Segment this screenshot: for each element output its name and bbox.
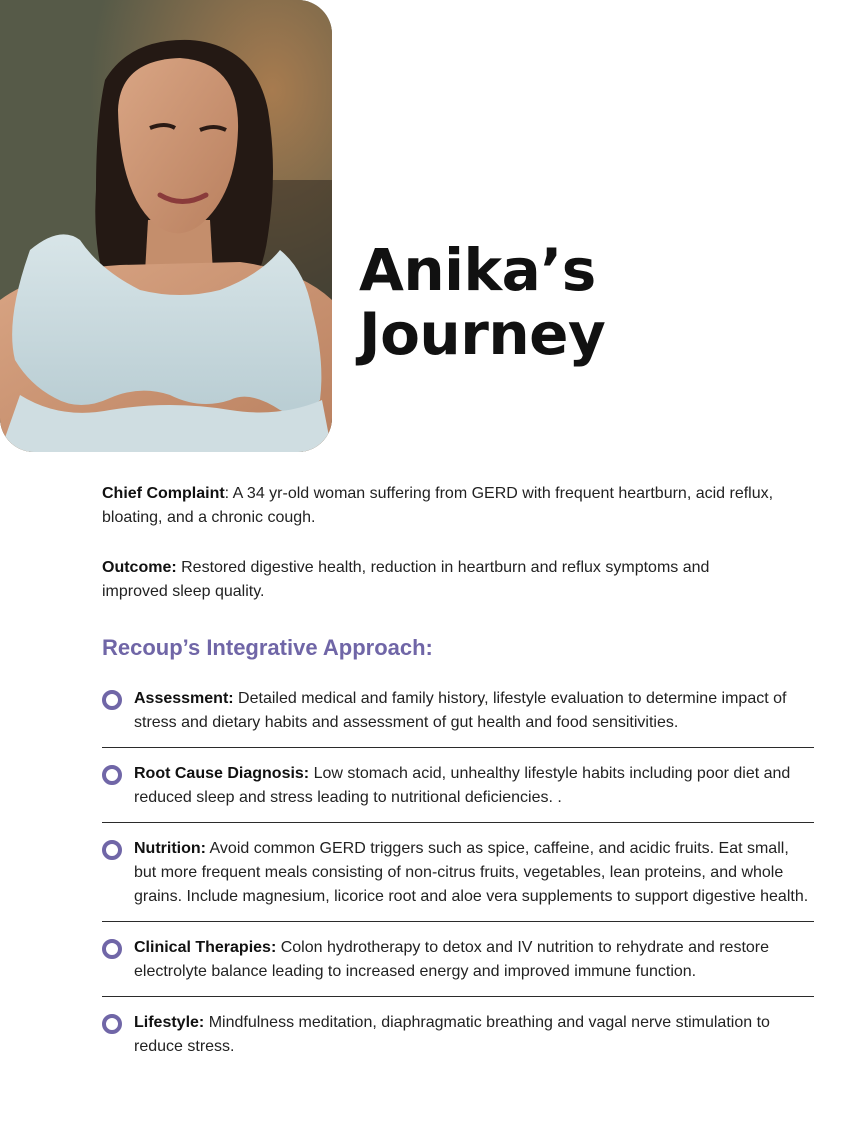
circle-bullet-icon [102, 1014, 122, 1034]
approach-item-label: Root Cause Diagnosis: [134, 765, 310, 782]
approach-item-root-cause-diagnosis [102, 760, 814, 823]
approach-item-lifestyle [102, 1009, 814, 1071]
circle-bullet-icon [102, 690, 122, 710]
approach-item-nutrition [102, 835, 814, 922]
page-title-line-2: Journey [359, 300, 606, 368]
approach-heading: Recoup’s Integrative Approach: [102, 635, 433, 660]
approach-item-label: Lifestyle: [134, 1014, 205, 1031]
approach-item-clinical-therapies [102, 934, 814, 997]
approach-item-text: Mindfulness meditation, diaphragmatic breathing and vagal nerve stimulation to reduce stress. [134, 1014, 770, 1055]
page-title [359, 238, 605, 366]
outcome-label: Outcome: [102, 559, 177, 576]
patient-photo [0, 0, 332, 452]
approach-item-text: Colon hydrotherapy to detox and IV nutrition to rehydrate and restore electrolyte balance leading to increased energy and improved immune function. [134, 939, 770, 980]
approach-item-label: Assessment: [134, 690, 234, 707]
approach-item-text: Detailed medical and family history, lifestyle evaluation to determine impact of stress and dietary habits and assessment of gut health and food sensitivities. [134, 690, 787, 731]
approach-item-label: Clinical Therapies: [134, 939, 277, 956]
circle-bullet-icon [102, 939, 122, 959]
patient-portrait-illustration [0, 0, 332, 452]
chief-complaint-label: Chief Complaint [102, 485, 225, 502]
approach-item-assessment [102, 685, 814, 748]
approach-item-label: Nutrition: [134, 840, 206, 857]
circle-bullet-icon [102, 765, 122, 785]
chief-complaint-text: : A 34 yr-old woman suffering from GERD with frequent heartburn, acid reflux, bloating, and a chronic cough. [102, 485, 774, 526]
chief-complaint [102, 482, 792, 530]
outcome [102, 556, 762, 604]
approach-item-text: Avoid common GERD triggers such as spice, caffeine, and acidic fruits. Eat small, but more frequent meals consisting of non-citrus fruits, vegetables, lean proteins, and whole grains. Include magnesium, licorice root and aloe vera supplements to support digestive health. [134, 840, 809, 905]
outcome-text: Restored digestive health, reduction in heartburn and reflux symptoms and improved sleep quality. [102, 559, 710, 600]
page-title-line-1: Anika’s [359, 236, 596, 304]
circle-bullet-icon [102, 840, 122, 860]
approach-list [102, 685, 814, 1071]
approach-item-text: Low stomach acid, unhealthy lifestyle habits including poor diet and reduced sleep and stress leading to nutritional deficiencies. . [134, 765, 791, 806]
